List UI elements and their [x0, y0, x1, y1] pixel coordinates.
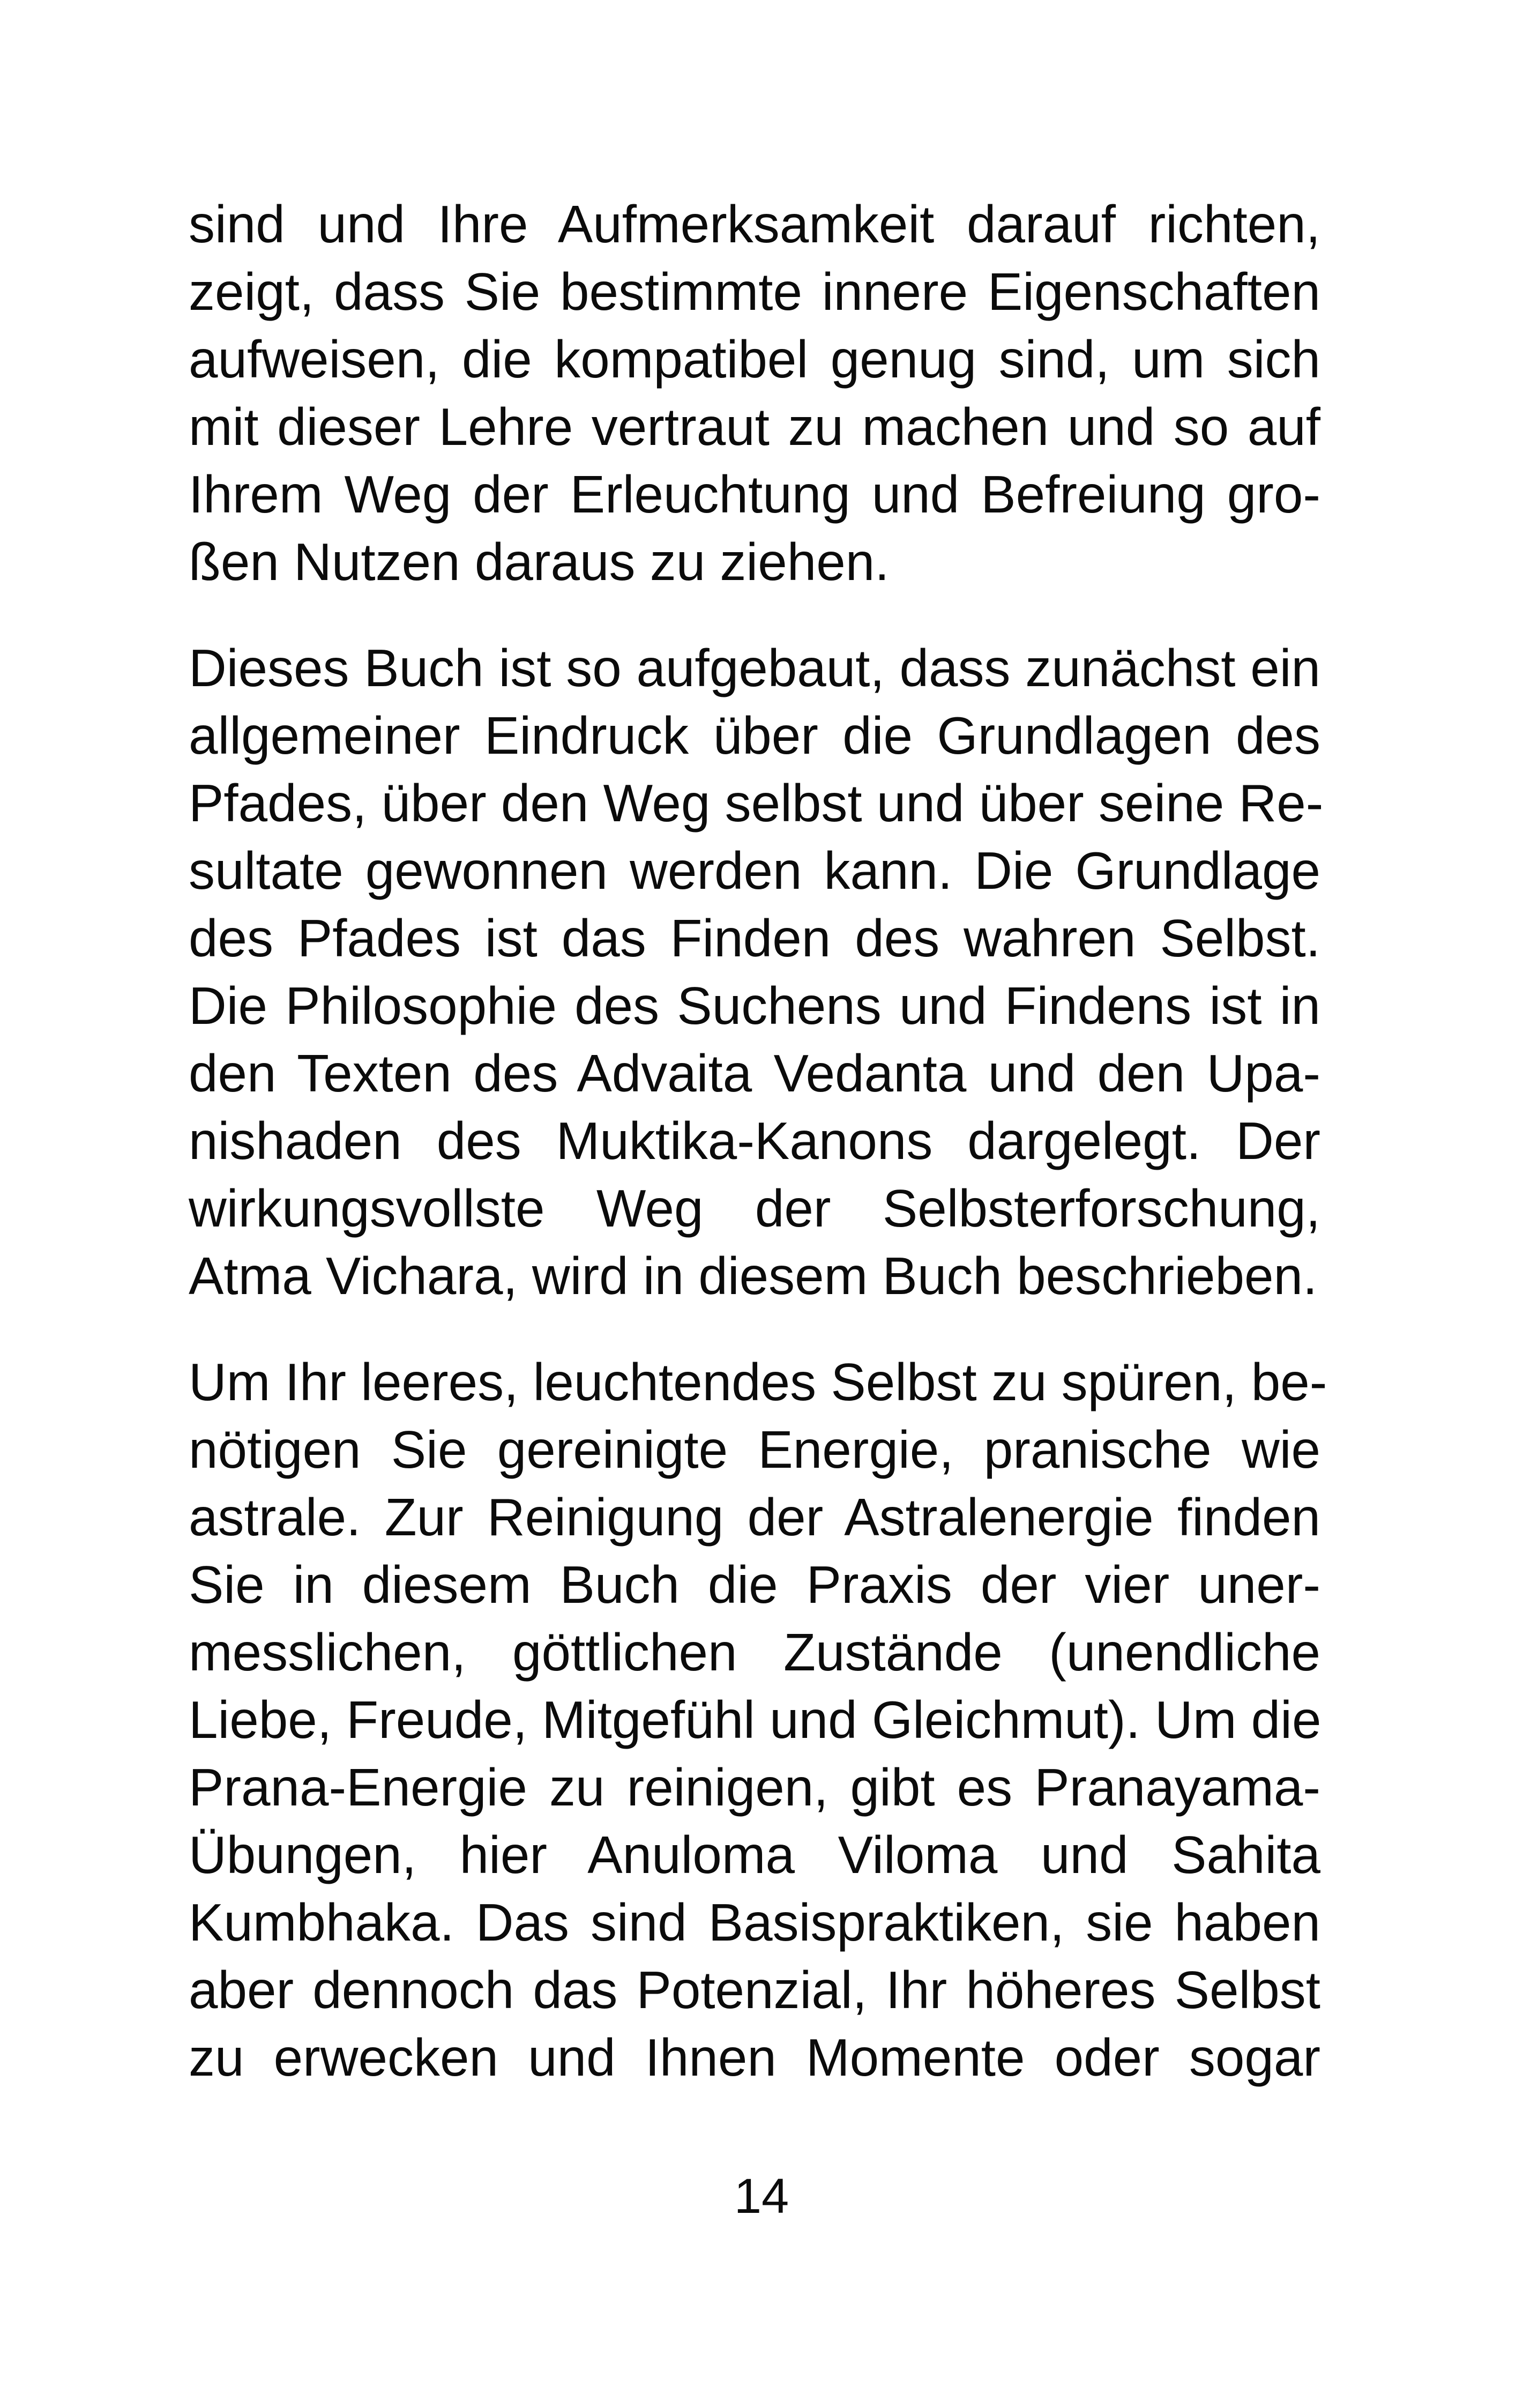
paragraph-1	[189, 190, 1320, 596]
text-line: Pfades, über den Weg selbst und über seine Re-	[189, 774, 1324, 833]
text-line: Die Philosophie des Suchens und Findens ist in	[189, 976, 1320, 1035]
text-line: allgemeiner Eindruck über die Grundlagen des	[189, 706, 1320, 765]
text-line: zeigt, dass Sie bestimmte innere Eigenschaften	[189, 262, 1320, 321]
text-line: mit dieser Lehre vertraut zu machen und so auf	[189, 397, 1320, 456]
text-line: Prana-Energie zu reinigen, gibt es Pranayama-	[189, 1758, 1320, 1817]
text-line: Kumbhaka. Das sind Basispraktiken, sie haben	[189, 1893, 1320, 1952]
text-line: Ihrem Weg der Erleuchtung und Befreiung gro-	[189, 465, 1320, 524]
text-line: sultate gewonnen werden kann. Die Grundlage	[189, 841, 1320, 900]
paragraph-2	[189, 634, 1324, 1310]
text-line: Dieses Buch ist so aufgebaut, dass zunächst ein	[189, 638, 1320, 697]
text-line: nötigen Sie gereinigte Energie, pranische wie	[189, 1420, 1320, 1479]
text-line: sind und Ihre Aufmerksamkeit darauf richten,	[189, 195, 1320, 254]
page-number: 14	[734, 2169, 789, 2224]
text-line: Übungen, hier Anuloma Viloma und Sahita	[189, 1825, 1320, 1884]
text-line: messlichen, göttlichen Zustände (unendliche	[189, 1623, 1320, 1682]
text-line: astrale. Zur Reinigung der Astralenergie finden	[189, 1488, 1320, 1547]
text-line: Um Ihr leeres, leuchtendes Selbst zu spüren, be-	[189, 1352, 1327, 1411]
text-line: Atma Vichara, wird in diesem Buch beschrieben.	[189, 1246, 1318, 1305]
text-line: den Texten des Advaita Vedanta und den Upa-	[189, 1044, 1320, 1103]
text-line: ßen Nutzen daraus zu ziehen.	[189, 532, 890, 591]
text-line: nishaden des Muktika-Kanons dargelegt. Der	[189, 1111, 1320, 1170]
text-line: aber dennoch das Potenzial, Ihr höheres Selbst	[189, 1960, 1320, 2019]
text-line: des Pfades ist das Finden des wahren Selbst.	[189, 909, 1320, 968]
paragraph-3	[189, 1348, 1327, 2091]
text-line: zu erwecken und Ihnen Momente oder sogar	[189, 2028, 1320, 2087]
text-line: wirkungsvollste Weg der Selbsterforschung,	[189, 1179, 1320, 1238]
text-line: aufweisen, die kompatibel genug sind, um sich	[189, 330, 1320, 389]
text-line: Liebe, Freude, Mitgefühl und Gleichmut). Um die	[189, 1690, 1322, 1749]
text-line: Sie in diesem Buch die Praxis der vier uner-	[189, 1555, 1320, 1614]
